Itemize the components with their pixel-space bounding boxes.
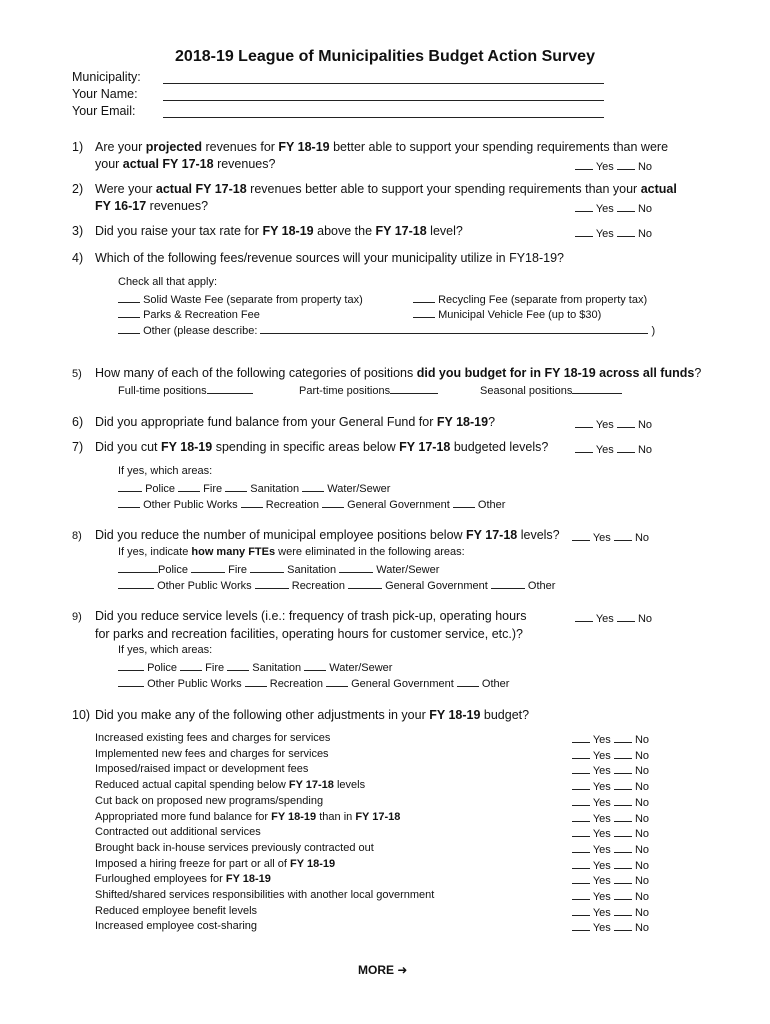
q10-item-yes-no[interactable]: Yes No	[572, 795, 649, 809]
q10-item-yes-no[interactable]: Yes No	[572, 748, 649, 762]
q10-item-yes-no[interactable]: Yes No	[572, 732, 649, 746]
q8-areas-row2[interactable]: Other Public Works Recreation General Government Other	[118, 578, 555, 592]
q8-areas-row1[interactable]: Police Fire Sanitation Water/Sewer	[118, 562, 439, 576]
q10-item-yes-no[interactable]: Yes No	[572, 905, 649, 919]
q10-item-yes-no[interactable]: Yes No	[572, 842, 649, 856]
q10-item: Contracted out additional services	[95, 826, 261, 839]
q9-yes-no[interactable]: Yes No	[575, 611, 652, 625]
q7-text: Did you cut FY 18-19 spending in specific areas below FY 17-18 budgeted levels?	[95, 440, 549, 454]
q10-item-yes-no[interactable]: Yes No	[572, 826, 649, 840]
q4-text: Which of the following fees/revenue sources will your municipality utilize in FY18-19?	[95, 251, 564, 265]
q10-item: Reduced actual capital spending below FY 17-18 levels	[95, 779, 366, 792]
name-field[interactable]	[163, 100, 604, 101]
q3-number: 3)	[72, 224, 84, 238]
q10-item: Brought back in-house services previously contracted out	[95, 841, 374, 854]
q9-areas-row1[interactable]: Police Fire Sanitation Water/Sewer	[118, 660, 392, 674]
q10-item: Reduced employee benefit levels	[95, 904, 258, 917]
q7-number: 7)	[72, 440, 84, 454]
q10-item-yes-no[interactable]: Yes No	[572, 811, 649, 825]
q2-text-line1: Were your actual FY 17-18 revenues better able to support your spending requirements than your actual	[95, 182, 677, 196]
q7-if-yes: If yes, which areas:	[118, 465, 213, 477]
q9-areas-row2[interactable]: Other Public Works Recreation General Government Other	[118, 676, 509, 690]
q1-text-line2: your actual FY 17-18 revenues?	[95, 157, 276, 171]
q9-if-yes: If yes, which areas:	[118, 644, 213, 656]
q8-text: Did you reduce the number of municipal employee positions below FY 17-18 levels?	[95, 528, 560, 542]
municipality-field[interactable]	[163, 83, 604, 84]
q5-parttime[interactable]: Part-time positions	[299, 383, 438, 397]
q4-other[interactable]: Other (please describe: )	[118, 323, 655, 337]
q6-yes-no[interactable]: Yes No	[575, 417, 652, 431]
q10-item: Imposed/raised impact or development fees	[95, 763, 309, 776]
q4-number: 4)	[72, 251, 84, 265]
q10-item: Increased existing fees and charges for services	[95, 732, 331, 744]
q10-item-yes-no[interactable]: Yes No	[572, 779, 649, 793]
q10-text: Did you make any of the following other adjustments in your FY 18-19 budget?	[95, 708, 530, 722]
q7-areas-row1[interactable]: Police Fire Sanitation Water/Sewer	[118, 481, 390, 495]
municipality-label: Municipality:	[72, 70, 141, 84]
q1-yes-no[interactable]: Yes No	[575, 159, 652, 173]
q4-vehicle[interactable]: Municipal Vehicle Fee (up to $30)	[413, 307, 601, 321]
q2-text-line2: FY 16-17 revenues?	[95, 199, 209, 213]
q1-text-line1: Are your projected revenues for FY 18-19 better able to support your spending requirements than were	[95, 140, 669, 154]
q10-item: Implemented new fees and charges for services	[95, 747, 329, 760]
q8-indicate: If yes, indicate how many FTEs were eliminated in the following areas:	[118, 546, 465, 558]
page-title: 2018-19 League of Municipalities Budget Action Survey	[175, 48, 595, 65]
q10-item: Increased employee cost-sharing	[95, 920, 258, 933]
q5-fulltime[interactable]: Full-time positions	[118, 383, 253, 397]
more-link: MORE ➜	[358, 963, 408, 977]
q6-number: 6)	[72, 415, 84, 429]
q4-recycling[interactable]: Recycling Fee (separate from property tax)	[413, 292, 647, 306]
q10-item-yes-no[interactable]: Yes No	[572, 873, 649, 887]
q10-item: Appropriated more fund balance for FY 18-19 than in FY 17-18	[95, 810, 401, 823]
name-label: Your Name:	[72, 87, 138, 101]
q4-solid-waste[interactable]: Solid Waste Fee (separate from property tax)	[118, 292, 363, 306]
q10-item: Imposed a hiring freeze for part or all of FY 18-19	[95, 857, 336, 870]
q8-number: 8)	[72, 530, 82, 542]
right-arrow-icon: ➜	[397, 963, 408, 977]
q7-yes-no[interactable]: Yes No	[575, 442, 652, 456]
q8-yes-no[interactable]: Yes No	[572, 530, 649, 544]
q10-item-yes-no[interactable]: Yes No	[572, 858, 649, 872]
q1-number: 1)	[72, 140, 84, 154]
q4-parks[interactable]: Parks & Recreation Fee	[118, 307, 260, 321]
q10-number: 10)	[72, 708, 91, 722]
email-field[interactable]	[163, 117, 604, 118]
q7-areas-row2[interactable]: Other Public Works Recreation General Government Other	[118, 497, 505, 511]
q3-yes-no[interactable]: Yes No	[575, 226, 652, 240]
q4-check-all: Check all that apply:	[118, 276, 218, 288]
q5-text: How many of each of the following categories of positions did you budget for in FY 18-19 across all funds?	[95, 366, 702, 380]
q9-number: 9)	[72, 611, 82, 623]
q6-text: Did you appropriate fund balance from your General Fund for FY 18-19?	[95, 415, 496, 429]
q5-number: 5)	[72, 368, 82, 380]
q9-text-line2: for parks and recreation facilities, operating hours for customer service, etc.)?	[95, 627, 523, 641]
email-label: Your Email:	[72, 104, 136, 118]
q9-text-line1: Did you reduce service levels (i.e.: frequency of trash pick-up, operating hours	[95, 609, 527, 623]
q10-item: Shifted/shared services responsibilities with another local government	[95, 889, 435, 901]
q10-item-yes-no[interactable]: Yes No	[572, 763, 649, 777]
q3-text: Did you raise your tax rate for FY 18-19 above the FY 17-18 level?	[95, 224, 463, 238]
q10-item-yes-no[interactable]: Yes No	[572, 889, 649, 903]
q10-item-yes-no[interactable]: Yes No	[572, 920, 649, 934]
q5-seasonal[interactable]: Seasonal positions	[480, 383, 622, 397]
q10-item: Furloughed employees for FY 18-19	[95, 873, 271, 886]
q10-item: Cut back on proposed new programs/spending	[95, 794, 324, 807]
q2-yes-no[interactable]: Yes No	[575, 201, 652, 215]
q2-number: 2)	[72, 182, 84, 196]
